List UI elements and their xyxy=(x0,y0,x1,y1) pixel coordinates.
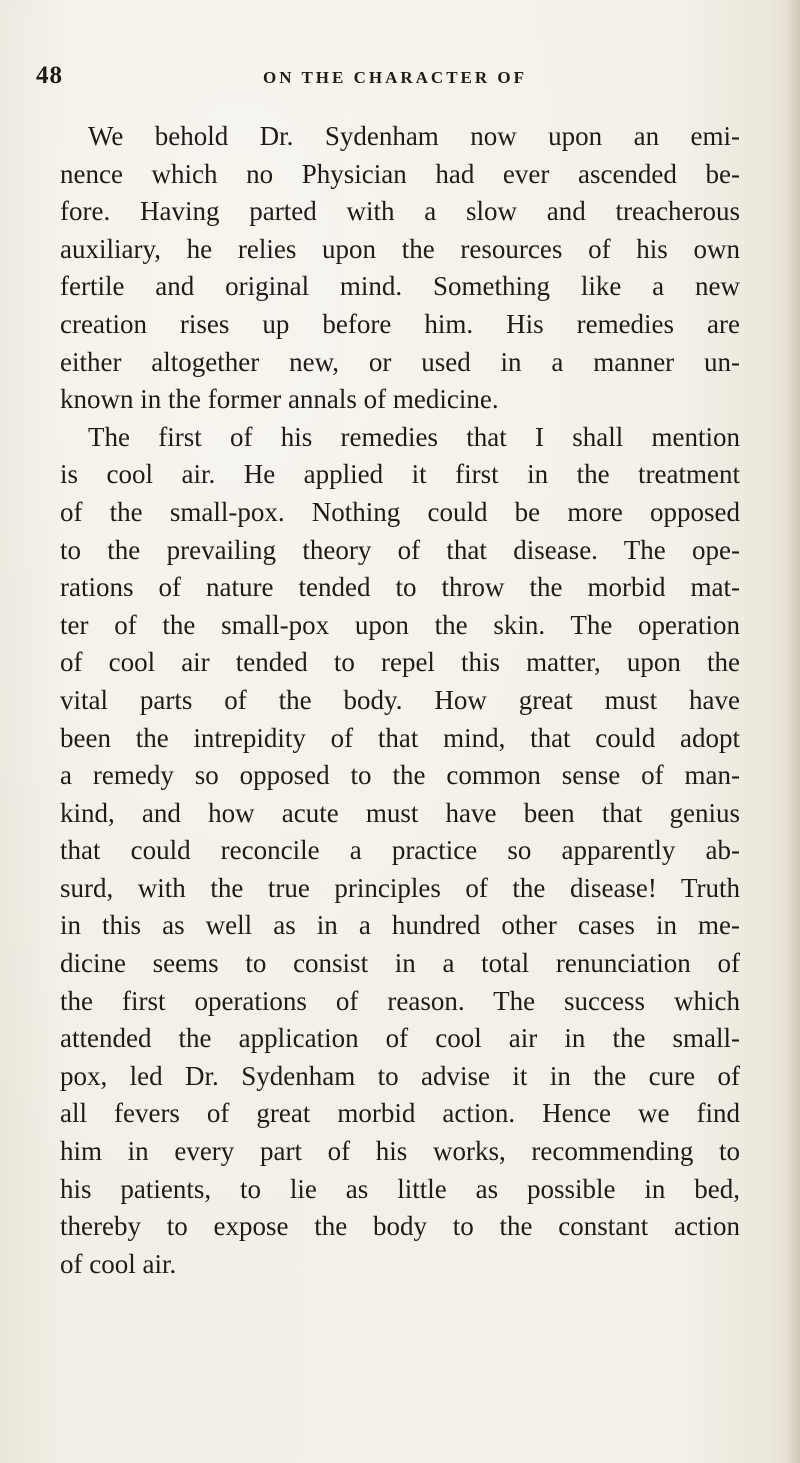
text-line: either altogether new, or used in a manner un- xyxy=(60,346,740,377)
text-line: a remedy so opposed to the common sense of man- xyxy=(60,760,740,791)
text-line: ter of the small-pox upon the skin. The operation xyxy=(60,609,740,640)
text-line: of cool air tended to repel this matter, upon the xyxy=(60,647,740,678)
text-line: pox, led Dr. Sydenham to advise it in the cure of xyxy=(60,1060,740,1091)
text-line: dicine seems to consist in a total renunciation of xyxy=(60,948,740,979)
text-line: in this as well as in a hundred other cases in me- xyxy=(60,910,740,941)
body-text xyxy=(60,118,740,1283)
text-line: the first operations of reason. The success which xyxy=(60,985,740,1016)
running-head: ON THE CHARACTER OF xyxy=(263,68,528,87)
text-line: him in every part of his works, recommending to xyxy=(60,1136,740,1167)
page-number: 48 xyxy=(36,62,63,89)
text-line: vital parts of the body. How great must have xyxy=(60,684,740,715)
text-line: known in the former annals of medicine. xyxy=(60,384,499,415)
text-line: that could reconcile a practice so apparently ab- xyxy=(60,835,740,866)
text-line: to the prevailing theory of that disease. The ope- xyxy=(60,534,740,565)
text-line: thereby to expose the body to the constant action xyxy=(60,1211,740,1242)
text-line: creation rises up before him. His remedies are xyxy=(60,308,740,339)
text-line: of cool air. xyxy=(60,1248,177,1279)
text-line: is cool air. He applied it first in the treatment xyxy=(60,459,740,490)
text-line: The first of his remedies that I shall mention xyxy=(88,421,740,452)
text-line: nence which no Physician had ever ascended be- xyxy=(60,158,740,189)
text-line: rations of nature tended to throw the morbid mat- xyxy=(60,572,740,603)
text-line: attended the application of cool air in the small- xyxy=(60,1023,740,1054)
text-line: auxiliary, he relies upon the resources of his own xyxy=(60,233,740,264)
page-header xyxy=(36,62,776,102)
text-line: all fevers of great morbid action. Hence we find xyxy=(60,1098,740,1129)
text-line: We behold Dr. Sydenham now upon an emi- xyxy=(88,121,740,151)
text-line: his patients, to lie as little as possible in bed, xyxy=(60,1173,740,1204)
text-line: surd, with the true principles of the disease! Truth xyxy=(60,872,740,903)
text-line: been the intrepidity of that mind, that could adopt xyxy=(60,722,740,753)
text-line: kind, and how acute must have been that genius xyxy=(60,797,740,828)
text-line: fertile and original mind. Something like a new xyxy=(60,271,740,302)
text-line: of the small-pox. Nothing could be more opposed xyxy=(60,496,740,527)
text-line: fore. Having parted with a slow and treacherous xyxy=(60,196,740,227)
page-edge-shadow xyxy=(786,0,800,1463)
